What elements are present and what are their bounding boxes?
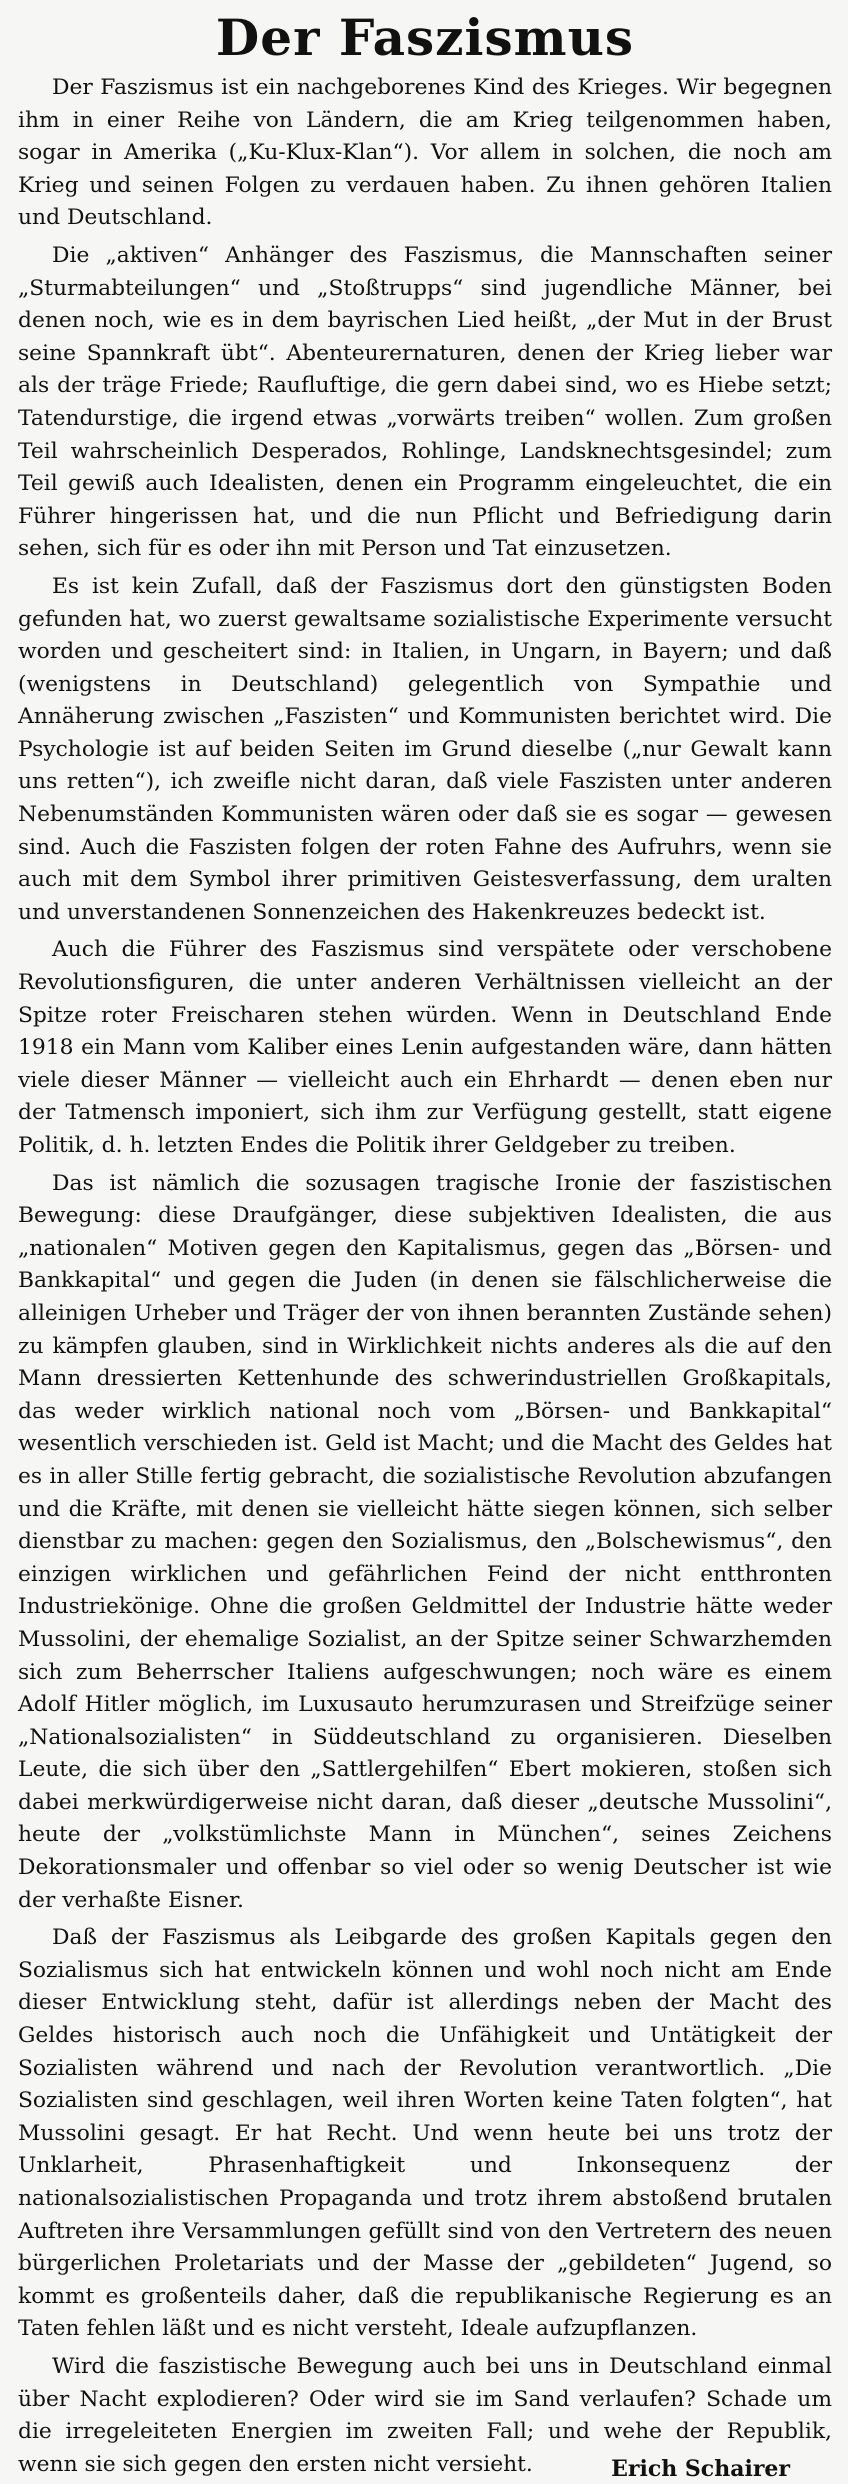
- paragraph-1: Der Faszismus ist ein nachgeborenes Kind des Krieges. Wir begegnen ihm in einer Reihe von Ländern, die am Krieg teilgenommen haben, sogar in Amerika („Ku-Klux-Klan“). Vor allem in solchen, die noch am Krieg und seinen Folgen zu verdauen haben. Zu ihnen gehören Italien und Deutschland.: [18, 75, 832, 231]
- paragraph-6: Daß der Faszismus als Leibgarde des großen Kapitals gegen den Sozialismus sich hat entwickeln können und wohl noch nicht am Ende dieser Entwicklung steht, dafür ist allerdings neben der Macht des Geldes historisch auch noch die Unfähigkeit und Untätigkeit der Sozialisten während und nach der Revolution verantwortlich. „Die Sozialisten sind geschlagen, weil ihren Worten keine Taten folgten“, hat Mussolini gesagt. Er hat Recht. Und wenn heute bei uns trotz der Unklarheit, Phrasenhaftigkeit und Inkonsequenz der nationalsozialistischen Propaganda und trotz ihrem abstoßend brutalen Auftreten ihre Versammlungen gefüllt sind von den Vertretern des neuen bürgerlichen Proletariats und der Masse der „gebildeten“ Jugend, so kommt es großenteils daher, daß die republikanische Regierung es an Taten fehlen läßt und es nicht versteht, Ideale aufzupflanzen.: [18, 1925, 832, 2342]
- paragraph-7: Wird die faszistische Bewegung auch bei uns in Deutschland einmal über Nacht explodieren? Oder wird sie im Sand verlaufen? Schade um die irregeleiteten Energien im zweiten Fall; und wehe der Republik, wenn sie sich gegen den ersten nicht versieht.: [18, 2353, 832, 2477]
- paragraph-5: Das ist nämlich die sozusagen tragische Ironie der faszistischen Bewegung: diese Draufgänger, diese subjektiven Idealisten, die aus „nationalen“ Motiven gegen den Kapitalismus, gegen das „Börsen- und Bankkapital“ und gegen die Juden (in denen sie fälschlicherweise die alleinigen Urheber und Träger der von ihnen berannten Zustände sehen) zu kämpfen glauben, sind in Wirklichkeit nichts anderes als die auf den Mann dressierten Kettenhunde des schwerindustriellen Großkapitals, das weder wirklich national noch vom „Börsen- und Bankkapital“ wesentlich verschieden ist. Geld ist Macht; und die Macht des Geldes hat es in aller Stille fertig gebracht, die sozialistische Revolution abzufangen und die Kräfte, mit denen sie vielleicht hätte siegen können, sich selber dienstbar zu machen: gegen den Sozialismus, den „Bolschewismus“, den einzigen wirklichen und gefährlichen Feind der nicht entthronten Industriekönige. Ohne die großen Geldmittel der Industrie hätte weder Mussolini, der ehemalige Sozialist, an der Spitze seiner Schwarzhemden sich zum Beherrscher Italiens aufgeschwungen; noch wäre es einem Adolf Hitler möglich, im Luxusauto herumzurasen und Streifzüge seiner „Nationalsozialisten“ in Süddeutschland zu organisieren. Dieselben Leute, die sich über den „Sattlergehilfen“ Ebert mokieren, stoßen sich dabei merkwürdigerweise nicht daran, daß dieser „deutsche Mussolini“, heute der „volkstümlichste Mann in München“, seines Zeichens Dekorationsmaler und offenbar so viel oder so wenig Deutscher ist wie der verhaßte Eisner.: [18, 1170, 832, 1913]
- author-signature: Erich Schairer: [611, 2456, 790, 2483]
- paragraph-4: Auch die Führer des Faszismus sind verspätete oder verschobene Revolutionsfiguren, die unter anderen Verhältnissen vielleicht an der Spitze roter Freischaren stehen würden. Wenn in Deutschland Ende 1918 ein Mann vom Kaliber eines Lenin aufgestanden wäre, dann hätten viele dieser Männer — vielleicht auch ein Ehrhardt — denen eben nur der Tatmensch imponiert, sich ihm zur Verfügung gestellt, statt eigene Politik, d. h. letzten Endes die Politik ihrer Geldgeber zu treiben.: [18, 937, 832, 1158]
- paragraph-3: Es ist kein Zufall, daß der Faszismus dort den günstigsten Boden gefunden hat, wo zuerst gewaltsame sozialistische Experimente versucht worden und gescheitert sind: in Italien, in Ungarn, in Bayern; und daß (wenigstens in Deutschland) gelegentlich von Sympathie und Annäherung zwischen „Faszisten“ und Kommunisten berichtet wird. Die Psychologie ist auf beiden Seiten im Grund dieselbe („nur Gewalt kann uns retten“), ich zweifle nicht daran, daß viele Faszisten unter anderen Nebenumständen Kommunisten wären oder daß sie es sogar — gewesen sind. Auch die Faszisten folgen der roten Fahne des Aufruhrs, wenn sie auch mit dem Symbol ihrer primitiven Geistesverfassung, dem uralten und unverstandenen Sonnenzeichen des Hakenkreuzes bedeckt ist.: [18, 573, 832, 925]
- article-body: [18, 72, 832, 2484]
- paragraph-2: Die „aktiven“ Anhänger des Faszismus, die Mannschaften seiner „Sturmabteilungen“ und „Stoßtrupps“ sind jugendliche Männer, bei denen noch, wie es in dem bayrischen Lied heißt, „der Mut in der Brust seine Spannkraft übt“. Abenteurernaturen, denen der Krieg lieber war als der träge Friede; Raufluftige, die gern dabei sind, wo es Hiebe setzt; Tatendurstige, die irgend etwas „vorwärts treiben“ wollen. Zum großen Teil wahrscheinlich Desperados, Rohlinge, Landsknechtsgesindel; zum Teil gewiß auch Idealisten, denen ein Programm eingeleuchtet, die ein Führer hingerissen hat, und die nun Pflicht und Befriedigung darin sehen, sich für es oder ihn mit Person und Tat einzusetzen.: [18, 242, 832, 562]
- article-title: Der Faszismus: [215, 8, 635, 67]
